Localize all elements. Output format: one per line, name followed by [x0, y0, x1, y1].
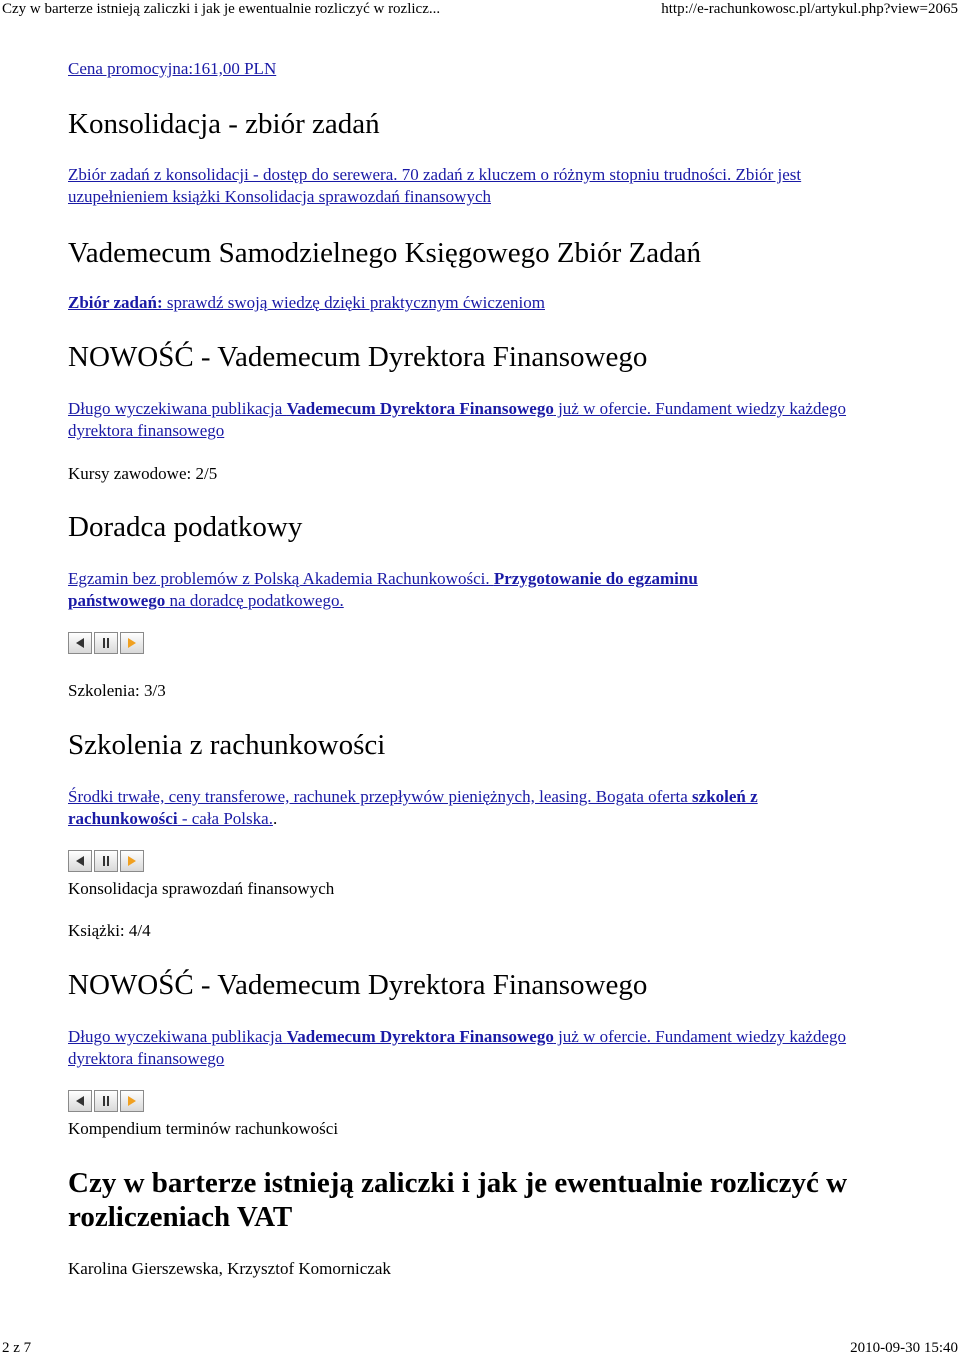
promo-price-link[interactable]: Cena promocyjna:161,00 PLN: [68, 59, 277, 78]
arrow-left-icon: [74, 1095, 86, 1107]
kompendium-line: Kompendium terminów rachunkowości: [68, 1119, 339, 1138]
konsolidacja-line: Konsolidacja sprawozdań finansowych: [68, 879, 335, 898]
ksiazki-nav: [68, 1090, 146, 1112]
szkolenia-link-c[interactable]: - cała Polska.: [177, 809, 273, 828]
szkolenia-pause-button[interactable]: [94, 850, 118, 872]
nowosc-link-1b[interactable]: Vademecum Dyrektora Finansowego: [286, 399, 554, 418]
print-footer-page: 2 z 7: [2, 1340, 32, 1356]
arrow-left-icon: [74, 637, 86, 649]
doradca-link-c[interactable]: na doradcę podatkowego.: [165, 591, 344, 610]
article-authors: Karolina Gierszewska, Krzysztof Komorniczak: [68, 1259, 391, 1278]
nowosc-title-1: NOWOŚĆ - Vademecum Dyrektora Finansowego: [68, 341, 648, 373]
ksiazki-prev-button[interactable]: [68, 1090, 92, 1112]
zbior-zadan-bold[interactable]: Zbiór zadań:: [68, 293, 163, 312]
arrow-right-icon: [126, 637, 138, 649]
szkolenia-title: Szkolenia z rachunkowości: [68, 729, 386, 761]
ksiazki-counter: Książki: 4/4: [68, 921, 151, 940]
nowosc-title-2: NOWOŚĆ - Vademecum Dyrektora Finansowego: [68, 969, 648, 1001]
vademecum-ksiegowego-text[interactable]: [68, 292, 545, 314]
nowosc-link-2b[interactable]: Vademecum Dyrektora Finansowego: [286, 1027, 554, 1046]
print-header-title: Czy w barterze istnieją zaliczki i jak je ewentualnie rozliczyć w rozlicz...: [2, 1, 441, 17]
szkolenia-nav: [68, 850, 146, 872]
nowosc-link-1c[interactable]: już w ofercie. Fundament wiedzy każdego dyrektora finansowego: [68, 399, 847, 440]
nowosc-link-2a[interactable]: Długo wyczekiwana publikacja: [68, 1027, 287, 1046]
szkolenia-next-button[interactable]: [120, 850, 144, 872]
doradca-title: Doradca podatkowy: [68, 511, 303, 543]
pause-icon: [100, 637, 112, 649]
arrow-left-icon: [74, 855, 86, 867]
szkolenia-link-a[interactable]: Środki trwałe, ceny transferowe, rachunek przepływów pieniężnych, leasing. Bogata oferta: [68, 787, 693, 806]
ksiazki-next-button[interactable]: [120, 1090, 144, 1112]
pause-icon: [100, 1095, 112, 1107]
konsolidacja-link[interactable]: Zbiór zadań z konsolidacji - dostęp do serewera. 70 zadań z kluczem o różnym stopniu trudności. Zbiór jest uzupełnieniem książki Konsolidacja sprawozdań finansowych: [68, 165, 802, 206]
konsolidacja-title: Konsolidacja - zbiór zadań: [68, 108, 380, 140]
szkolenia-link-b[interactable]: szkoleń z rachunkowości: [68, 787, 758, 828]
szkolenia-text[interactable]: [68, 786, 868, 830]
doradca-link-b[interactable]: Przygotowanie do egzaminu państwowego: [68, 569, 698, 610]
pause-icon: [100, 855, 112, 867]
konsolidacja-text[interactable]: [68, 164, 888, 208]
arrow-right-icon: [126, 1095, 138, 1107]
doradca-text[interactable]: [68, 568, 798, 612]
nowosc-text-1[interactable]: [68, 398, 888, 442]
kursy-prev-button[interactable]: [68, 632, 92, 654]
szkolenia-trailing-dot: .: [272, 809, 278, 828]
vademecum-ksiegowego-title: Vademecum Samodzielnego Księgowego Zbiór Zadań: [68, 237, 701, 269]
szkolenia-counter: Szkolenia: 3/3: [68, 681, 166, 700]
kursy-nav: [68, 632, 146, 654]
doradca-link-a[interactable]: Egzamin bez problemów z Polską Akademia Rachunkowości.: [68, 569, 494, 588]
promo-price[interactable]: [68, 58, 276, 80]
nowosc-text-2[interactable]: [68, 1026, 888, 1070]
szkolenia-prev-button[interactable]: [68, 850, 92, 872]
nowosc-link-1a[interactable]: Długo wyczekiwana publikacja: [68, 399, 287, 418]
kursy-pause-button[interactable]: [94, 632, 118, 654]
arrow-right-icon: [126, 855, 138, 867]
kursy-counter: Kursy zawodowe: 2/5: [68, 464, 218, 483]
article-title: Czy w barterze istnieją zaliczki i jak je ewentualnie rozliczyć w rozliczeniach VAT: [68, 1167, 848, 1233]
print-header-url: http://e-rachunkowosc.pl/artykul.php?view=2065: [661, 1, 958, 17]
zbior-zadan-link[interactable]: sprawdź swoją wiedzę dzięki praktycznym ćwiczeniom: [162, 293, 545, 312]
kursy-next-button[interactable]: [120, 632, 144, 654]
print-footer-datetime: 2010-09-30 15:40: [850, 1340, 958, 1356]
ksiazki-pause-button[interactable]: [94, 1090, 118, 1112]
nowosc-link-2c[interactable]: już w ofercie. Fundament wiedzy każdego dyrektora finansowego: [68, 1027, 847, 1068]
